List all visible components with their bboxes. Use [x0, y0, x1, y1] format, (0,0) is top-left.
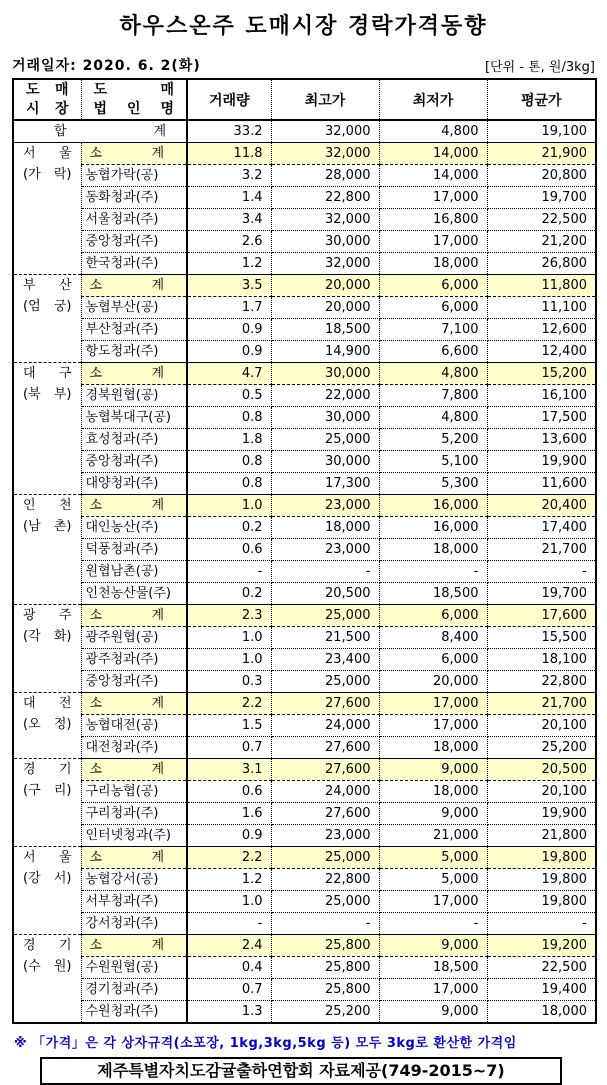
volume-cell: -	[187, 913, 271, 935]
subtotal-label-cell: 소 계	[81, 759, 187, 781]
avg-cell: 12,600	[487, 319, 596, 341]
volume-cell: 0.4	[187, 957, 271, 979]
low-cell: 16,000	[379, 517, 487, 539]
high-cell: 25,000	[271, 671, 379, 693]
market-name-line1: 대 전	[23, 696, 72, 711]
high-cell: 20,500	[271, 583, 379, 605]
table-row	[13, 231, 596, 253]
header-high: 최고가	[271, 79, 379, 120]
subtotal-row	[13, 759, 596, 781]
volume-cell: 3.4	[187, 209, 271, 231]
avg-cell: 20,800	[487, 165, 596, 187]
total-row	[13, 120, 596, 143]
table-row	[13, 1001, 596, 1024]
high-cell: 32,000	[271, 253, 379, 275]
header-low: 최저가	[379, 79, 487, 120]
low-cell: 17,000	[379, 231, 487, 253]
corp-name-cell: 대인농산(주)	[81, 517, 187, 539]
corp-name-cell: 농협북대구(공)	[81, 407, 187, 429]
high-cell: 23,000	[271, 495, 379, 517]
corp-name-cell: 광주원협(공)	[81, 627, 187, 649]
market-cell	[13, 847, 81, 935]
avg-cell: 21,700	[487, 539, 596, 561]
table-row	[13, 891, 596, 913]
market-cell	[13, 605, 81, 693]
market-name-line1: 경 기	[23, 762, 72, 777]
header-volume: 거래량	[187, 79, 271, 120]
volume-cell: 1.2	[187, 253, 271, 275]
market-name-line2: (엄 궁)	[23, 299, 72, 314]
high-cell: 22,800	[271, 187, 379, 209]
market-cell	[13, 495, 81, 605]
table-row	[13, 825, 596, 847]
market-name-line2: (수 원)	[23, 959, 72, 974]
subtotal-label-cell: 소 계	[81, 935, 187, 957]
volume-cell: 3.5	[187, 275, 271, 297]
avg-cell: 19,800	[487, 891, 596, 913]
table-row	[13, 209, 596, 231]
table-row	[13, 341, 596, 363]
volume-cell: 1.4	[187, 187, 271, 209]
header-corp-line1: 도 매	[93, 81, 174, 98]
avg-cell: 19,900	[487, 803, 596, 825]
table-row	[13, 979, 596, 1001]
market-name-line2: (북 부)	[23, 387, 72, 402]
avg-cell: 19,100	[487, 120, 596, 143]
subtotal-row	[13, 275, 596, 297]
table-row	[13, 561, 596, 583]
high-cell: 28,000	[271, 165, 379, 187]
corp-name-cell: 경북원협(공)	[81, 385, 187, 407]
avg-cell: 15,500	[487, 627, 596, 649]
high-cell: 25,800	[271, 957, 379, 979]
corp-name-cell: 구리청과(주)	[81, 803, 187, 825]
avg-cell: -	[487, 561, 596, 583]
high-cell: 25,800	[271, 935, 379, 957]
table-row	[13, 737, 596, 759]
low-cell: 6,000	[379, 297, 487, 319]
low-cell: 6,600	[379, 341, 487, 363]
high-cell: 25,000	[271, 847, 379, 869]
volume-cell: 4.7	[187, 363, 271, 385]
corp-name-cell: 경기청과(주)	[81, 979, 187, 1001]
corp-name-cell: 서울청과(주)	[81, 209, 187, 231]
info-row	[12, 55, 595, 75]
market-name-line2: (남 촌)	[23, 519, 72, 534]
high-cell: 27,600	[271, 737, 379, 759]
avg-cell: 11,100	[487, 297, 596, 319]
corp-name-cell: 동화청과(주)	[81, 187, 187, 209]
avg-cell: 20,400	[487, 495, 596, 517]
subtotal-row	[13, 605, 596, 627]
high-cell: 20,000	[271, 297, 379, 319]
low-cell: 9,000	[379, 1001, 487, 1024]
high-cell: 24,000	[271, 715, 379, 737]
subtotal-row	[13, 935, 596, 957]
source-box: 제주특별자치도감귤출하연합회 자료제공(749-2015~7)	[40, 1057, 562, 1085]
volume-cell: 0.8	[187, 473, 271, 495]
corp-name-cell: 농협대전(공)	[81, 715, 187, 737]
volume-cell: 2.2	[187, 693, 271, 715]
high-cell: 32,000	[271, 143, 379, 165]
low-cell: 17,000	[379, 891, 487, 913]
table-row	[13, 297, 596, 319]
avg-cell: 26,800	[487, 253, 596, 275]
avg-cell: 17,500	[487, 407, 596, 429]
low-cell: 5,200	[379, 429, 487, 451]
market-name-line1: 서 울	[23, 850, 72, 865]
low-cell: 6,000	[379, 649, 487, 671]
volume-cell: 1.0	[187, 495, 271, 517]
low-cell: 17,000	[379, 715, 487, 737]
low-cell: 14,000	[379, 165, 487, 187]
high-cell: 30,000	[271, 407, 379, 429]
corp-name-cell: 항도청과(주)	[81, 341, 187, 363]
avg-cell: 25,200	[487, 737, 596, 759]
market-cell	[13, 693, 81, 759]
subtotal-label-cell: 소 계	[81, 693, 187, 715]
volume-cell: 0.7	[187, 737, 271, 759]
volume-cell: 3.2	[187, 165, 271, 187]
volume-cell: 0.9	[187, 319, 271, 341]
market-name-line2: (오 정)	[23, 717, 72, 732]
corp-name-cell: 중앙청과(주)	[81, 451, 187, 473]
volume-cell: 2.3	[187, 605, 271, 627]
trade-date-label: 거래일자: 2020. 6. 2(화)	[12, 58, 201, 74]
high-cell: -	[271, 561, 379, 583]
low-cell: 18,000	[379, 253, 487, 275]
subtotal-label-cell: 소 계	[81, 143, 187, 165]
high-cell: 24,000	[271, 781, 379, 803]
low-cell: 20,000	[379, 671, 487, 693]
high-cell: 32,000	[271, 120, 379, 143]
market-name-line2: (가 락)	[23, 167, 72, 182]
volume-cell: 0.6	[187, 539, 271, 561]
header-market	[13, 79, 81, 120]
corp-name-cell: 농협가락(공)	[81, 165, 187, 187]
table-row	[13, 957, 596, 979]
corp-name-cell: 강서청과(주)	[81, 913, 187, 935]
volume-cell: 0.9	[187, 341, 271, 363]
corp-name-cell: 수원원협(공)	[81, 957, 187, 979]
avg-cell: 15,200	[487, 363, 596, 385]
table-row	[13, 253, 596, 275]
header-corp	[81, 79, 187, 120]
corp-name-cell: 광주청과(주)	[81, 649, 187, 671]
volume-cell: 2.2	[187, 847, 271, 869]
avg-cell: 19,700	[487, 583, 596, 605]
corp-name-cell: 대양청과(주)	[81, 473, 187, 495]
market-name-line2: (각 화)	[23, 629, 72, 644]
high-cell: 23,000	[271, 539, 379, 561]
high-cell: 27,600	[271, 759, 379, 781]
table-row	[13, 473, 596, 495]
market-name-line1: 광 주	[23, 608, 72, 623]
corp-name-cell: 농협강서(공)	[81, 869, 187, 891]
avg-cell: 19,800	[487, 847, 596, 869]
table-row	[13, 319, 596, 341]
volume-cell: 3.1	[187, 759, 271, 781]
unit-label: [단위 - 톤, 원/3kg]	[484, 60, 595, 75]
high-cell: 20,000	[271, 275, 379, 297]
table-row	[13, 781, 596, 803]
volume-cell: 0.8	[187, 451, 271, 473]
high-cell: 27,600	[271, 803, 379, 825]
volume-cell: 2.4	[187, 935, 271, 957]
volume-cell: 1.3	[187, 1001, 271, 1024]
low-cell: 18,000	[379, 781, 487, 803]
high-cell: 18,000	[271, 517, 379, 539]
high-cell: 30,000	[271, 231, 379, 253]
avg-cell: 20,100	[487, 781, 596, 803]
subtotal-row	[13, 847, 596, 869]
volume-cell: 1.8	[187, 429, 271, 451]
volume-cell: -	[187, 561, 271, 583]
low-cell: 5,000	[379, 847, 487, 869]
corp-name-cell: 효성청과(주)	[81, 429, 187, 451]
subtotal-row	[13, 693, 596, 715]
market-name-line1: 대 구	[23, 366, 72, 381]
corp-name-cell: 농협부산(공)	[81, 297, 187, 319]
low-cell: 18,000	[379, 539, 487, 561]
corp-name-cell: 대전청과(주)	[81, 737, 187, 759]
low-cell: 9,000	[379, 803, 487, 825]
low-cell: 5,000	[379, 869, 487, 891]
low-cell: -	[379, 913, 487, 935]
low-cell: 17,000	[379, 187, 487, 209]
high-cell: 23,000	[271, 825, 379, 847]
volume-cell: 1.5	[187, 715, 271, 737]
market-name-line1: 서 울	[23, 146, 72, 161]
low-cell: 18,500	[379, 583, 487, 605]
low-cell: 7,800	[379, 385, 487, 407]
header-market-line2: 시 장	[26, 100, 69, 117]
volume-cell: 2.6	[187, 231, 271, 253]
avg-cell: 19,800	[487, 869, 596, 891]
table-row	[13, 429, 596, 451]
avg-cell: 22,500	[487, 957, 596, 979]
table-row	[13, 803, 596, 825]
table-row	[13, 451, 596, 473]
avg-cell: -	[487, 913, 596, 935]
volume-cell: 0.2	[187, 583, 271, 605]
volume-cell: 1.0	[187, 627, 271, 649]
corp-name-cell: 인천농산물(주)	[81, 583, 187, 605]
high-cell: 22,000	[271, 385, 379, 407]
table-row	[13, 913, 596, 935]
low-cell: 4,800	[379, 120, 487, 143]
table-body	[13, 120, 596, 1023]
header-avg: 평균가	[487, 79, 596, 120]
volume-cell: 1.0	[187, 649, 271, 671]
high-cell: 30,000	[271, 451, 379, 473]
volume-cell: 0.8	[187, 407, 271, 429]
corp-name-cell: 인터넷청과(주)	[81, 825, 187, 847]
avg-cell: 21,800	[487, 825, 596, 847]
market-cell	[13, 935, 81, 1024]
market-name-line1: 부 산	[23, 278, 72, 293]
market-cell	[13, 143, 81, 275]
avg-cell: 13,600	[487, 429, 596, 451]
volume-cell: 1.6	[187, 803, 271, 825]
avg-cell: 21,200	[487, 231, 596, 253]
high-cell: 25,000	[271, 605, 379, 627]
table-row	[13, 671, 596, 693]
subtotal-row	[13, 143, 596, 165]
market-cell	[13, 275, 81, 363]
high-cell: 22,800	[271, 869, 379, 891]
avg-cell: 11,600	[487, 473, 596, 495]
low-cell: 6,000	[379, 605, 487, 627]
volume-cell: 11.8	[187, 143, 271, 165]
table-row	[13, 715, 596, 737]
avg-cell: 11,800	[487, 275, 596, 297]
volume-cell: 33.2	[187, 120, 271, 143]
corp-name-cell: 한국청과(주)	[81, 253, 187, 275]
subtotal-row	[13, 495, 596, 517]
low-cell: 8,400	[379, 627, 487, 649]
corp-name-cell: 부산청과(주)	[81, 319, 187, 341]
avg-cell: 19,200	[487, 935, 596, 957]
low-cell: -	[379, 561, 487, 583]
corp-name-cell: 구리농협(공)	[81, 781, 187, 803]
total-label-cell: 합 계	[13, 120, 187, 143]
high-cell: 30,000	[271, 363, 379, 385]
low-cell: 14,000	[379, 143, 487, 165]
corp-name-cell: 중앙청과(주)	[81, 231, 187, 253]
high-cell: 32,000	[271, 209, 379, 231]
low-cell: 5,300	[379, 473, 487, 495]
high-cell: 18,500	[271, 319, 379, 341]
avg-cell: 17,400	[487, 517, 596, 539]
volume-cell: 1.2	[187, 869, 271, 891]
avg-cell: 21,700	[487, 693, 596, 715]
avg-cell: 12,400	[487, 341, 596, 363]
market-name-line2: (강 서)	[23, 871, 72, 886]
table-row	[13, 165, 596, 187]
table-row	[13, 187, 596, 209]
market-cell	[13, 363, 81, 495]
subtotal-label-cell: 소 계	[81, 363, 187, 385]
report-page	[0, 9, 607, 1080]
avg-cell: 18,000	[487, 1001, 596, 1024]
low-cell: 17,000	[379, 693, 487, 715]
low-cell: 9,000	[379, 759, 487, 781]
avg-cell: 18,100	[487, 649, 596, 671]
corp-name-cell: 수원청과(주)	[81, 1001, 187, 1024]
high-cell: 25,200	[271, 1001, 379, 1024]
volume-cell: 0.2	[187, 517, 271, 539]
avg-cell: 22,500	[487, 209, 596, 231]
low-cell: 18,500	[379, 957, 487, 979]
subtotal-label-cell: 소 계	[81, 847, 187, 869]
subtotal-label-cell: 소 계	[81, 495, 187, 517]
avg-cell: 16,100	[487, 385, 596, 407]
subtotal-label-cell: 소 계	[81, 275, 187, 297]
low-cell: 16,000	[379, 495, 487, 517]
table-row	[13, 627, 596, 649]
low-cell: 9,000	[379, 935, 487, 957]
volume-cell: 0.3	[187, 671, 271, 693]
header-corp-line2: 법 인 명	[93, 100, 174, 117]
volume-cell: 0.6	[187, 781, 271, 803]
volume-cell: 0.5	[187, 385, 271, 407]
header-row	[13, 79, 596, 120]
table-row	[13, 539, 596, 561]
high-cell: 17,300	[271, 473, 379, 495]
table-row	[13, 869, 596, 891]
table-row	[13, 517, 596, 539]
high-cell: 25,000	[271, 891, 379, 913]
high-cell: 25,000	[271, 429, 379, 451]
corp-name-cell: 원협남촌(공)	[81, 561, 187, 583]
avg-cell: 19,900	[487, 451, 596, 473]
avg-cell: 17,600	[487, 605, 596, 627]
market-cell	[13, 759, 81, 847]
low-cell: 17,000	[379, 979, 487, 1001]
corp-name-cell: 중앙청과(주)	[81, 671, 187, 693]
low-cell: 18,000	[379, 737, 487, 759]
low-cell: 4,800	[379, 407, 487, 429]
header-market-line1: 도 매	[26, 81, 69, 98]
high-cell: 25,800	[271, 979, 379, 1001]
volume-cell: 1.7	[187, 297, 271, 319]
low-cell: 16,800	[379, 209, 487, 231]
avg-cell: 19,700	[487, 187, 596, 209]
footnote: ※ 「가격」은 각 상자규격(소포장, 1kg,3kg,5kg 등) 모두 3kg로 환산한 가격임	[14, 1036, 517, 1051]
volume-cell: 0.7	[187, 979, 271, 1001]
high-cell: -	[271, 913, 379, 935]
low-cell: 6,000	[379, 275, 487, 297]
table-row	[13, 649, 596, 671]
table-row	[13, 583, 596, 605]
volume-cell: 0.9	[187, 825, 271, 847]
high-cell: 21,500	[271, 627, 379, 649]
subtotal-row	[13, 363, 596, 385]
low-cell: 7,100	[379, 319, 487, 341]
low-cell: 21,000	[379, 825, 487, 847]
low-cell: 5,100	[379, 451, 487, 473]
low-cell: 4,800	[379, 363, 487, 385]
market-name-line2: (구 리)	[23, 783, 72, 798]
table-row	[13, 407, 596, 429]
subtotal-label-cell: 소 계	[81, 605, 187, 627]
market-name-line1: 인 천	[23, 498, 72, 513]
avg-cell: 20,500	[487, 759, 596, 781]
corp-name-cell: 서부청과(주)	[81, 891, 187, 913]
avg-cell: 21,900	[487, 143, 596, 165]
avg-cell: 19,400	[487, 979, 596, 1001]
page-title: 하우스온주 도매시장 경락가격동향	[119, 14, 488, 39]
high-cell: 14,900	[271, 341, 379, 363]
avg-cell: 20,100	[487, 715, 596, 737]
market-name-line1: 경 기	[23, 938, 72, 953]
table-header	[13, 79, 596, 120]
high-cell: 23,400	[271, 649, 379, 671]
price-table	[12, 78, 597, 1024]
volume-cell: 1.0	[187, 891, 271, 913]
table-row	[13, 385, 596, 407]
high-cell: 27,600	[271, 693, 379, 715]
avg-cell: 22,800	[487, 671, 596, 693]
corp-name-cell: 덕풍청과(주)	[81, 539, 187, 561]
